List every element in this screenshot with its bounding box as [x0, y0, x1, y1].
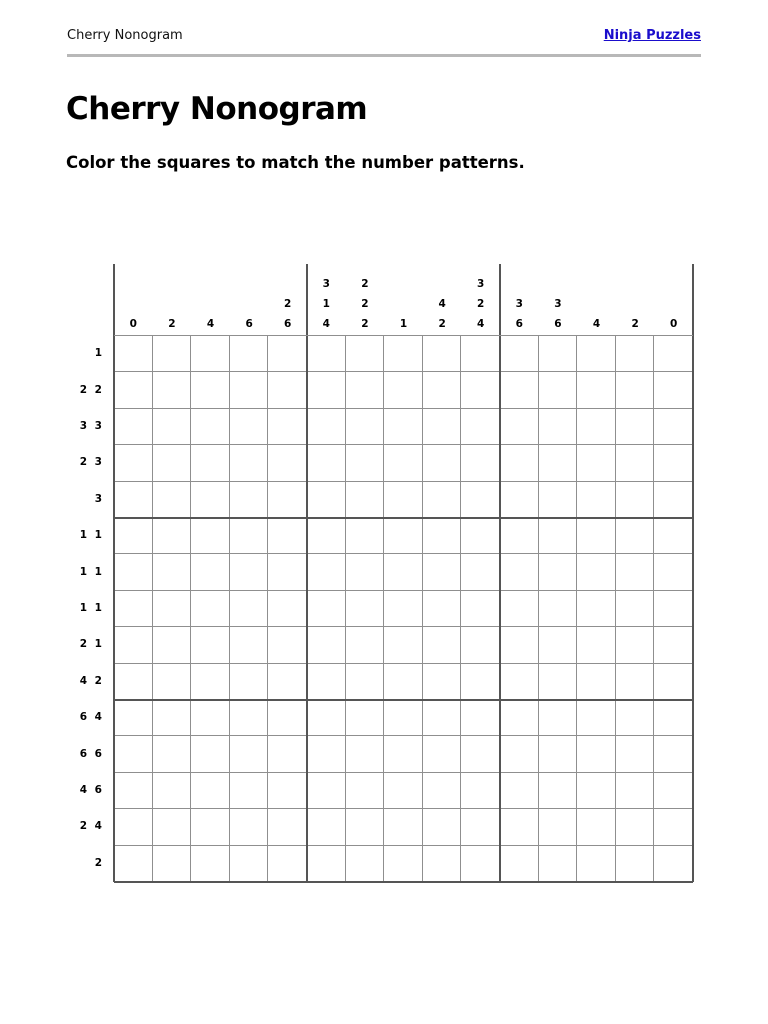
grid-cell[interactable] [461, 554, 500, 590]
grid-cell[interactable] [423, 809, 462, 845]
grid-cell[interactable] [114, 773, 153, 809]
grid-cell[interactable] [461, 736, 500, 772]
grid-cell[interactable] [153, 773, 192, 809]
grid-cell[interactable] [346, 700, 385, 736]
column-clue: 0 [129, 318, 137, 330]
grid-cell[interactable] [461, 336, 500, 372]
grid-cell[interactable] [500, 773, 539, 809]
grid-cell[interactable] [191, 482, 230, 518]
grid-cell[interactable] [654, 591, 693, 627]
grid-cell[interactable] [114, 372, 153, 408]
grid-cell[interactable] [307, 773, 346, 809]
grid-cell[interactable] [384, 518, 423, 554]
column-clue: 4 [592, 318, 601, 330]
grid-cell[interactable] [307, 372, 346, 408]
grid-cell[interactable] [230, 336, 269, 372]
grid-cell[interactable] [577, 445, 616, 481]
grid-cell[interactable] [654, 482, 693, 518]
grid-cell[interactable] [384, 736, 423, 772]
grid-cell[interactable] [654, 846, 693, 882]
grid-cell[interactable] [307, 846, 346, 882]
grid-cell[interactable] [230, 591, 269, 627]
grid-cell[interactable] [500, 445, 539, 481]
column-clue: 2 [361, 278, 369, 290]
grid-cell[interactable] [114, 846, 153, 882]
grid-cell[interactable] [268, 336, 307, 372]
grid-cell[interactable] [153, 664, 192, 700]
grid-cell[interactable] [346, 809, 385, 845]
grid-cell[interactable] [384, 554, 423, 590]
column-clue: 2 [361, 318, 369, 330]
grid-cell[interactable] [191, 627, 230, 663]
grid-cell[interactable] [461, 700, 500, 736]
grid-cell[interactable] [346, 736, 385, 772]
column-clue: 3 [322, 278, 330, 290]
grid-cell[interactable] [230, 518, 269, 554]
grid-cell[interactable] [423, 736, 462, 772]
grid-cell[interactable] [654, 336, 693, 372]
grid-cell[interactable] [461, 591, 500, 627]
grid-cell[interactable] [654, 700, 693, 736]
grid-cell[interactable] [346, 846, 385, 882]
grid-cell[interactable] [616, 773, 655, 809]
grid-cell[interactable] [500, 336, 539, 372]
grid-cell[interactable] [539, 773, 578, 809]
grid-cell[interactable] [153, 445, 192, 481]
grid-cell[interactable] [346, 554, 385, 590]
grid-cell[interactable] [616, 445, 655, 481]
grid-cell[interactable] [307, 627, 346, 663]
grid-cell[interactable] [346, 591, 385, 627]
grid-cell[interactable] [268, 700, 307, 736]
grid-cell[interactable] [307, 518, 346, 554]
grid-cell[interactable] [307, 554, 346, 590]
grid-cell[interactable] [654, 372, 693, 408]
grid-cell[interactable] [616, 591, 655, 627]
grid-cell[interactable] [654, 554, 693, 590]
grid-cell[interactable] [114, 409, 153, 445]
grid-cell[interactable] [114, 627, 153, 663]
column-clue: 0 [670, 318, 678, 330]
grid-cell[interactable] [268, 773, 307, 809]
header-title: Cherry Nonogram [67, 28, 183, 43]
grid-cell[interactable] [230, 409, 269, 445]
grid-cell[interactable] [191, 554, 230, 590]
grid-cell[interactable] [268, 445, 307, 481]
grid-cell[interactable] [384, 773, 423, 809]
row-clue: 4 2 [79, 674, 104, 687]
column-clue: 2 [168, 318, 176, 330]
row-clue: 2 1 [79, 638, 104, 651]
grid-cell[interactable] [268, 554, 307, 590]
ninja-puzzles-link[interactable]: Ninja Puzzles [603, 28, 701, 43]
grid-cell[interactable] [423, 627, 462, 663]
row-clue: 2 2 [79, 383, 104, 396]
grid-cell[interactable] [191, 518, 230, 554]
grid-cell[interactable] [384, 336, 423, 372]
grid-cell[interactable] [268, 591, 307, 627]
grid-cell[interactable] [230, 700, 269, 736]
grid-cell[interactable] [577, 700, 616, 736]
grid-cell[interactable] [500, 627, 539, 663]
grid-cell[interactable] [153, 700, 192, 736]
grid-cell[interactable] [191, 591, 230, 627]
grid-cell[interactable] [461, 809, 500, 845]
grid-cell[interactable] [500, 372, 539, 408]
grid-cell[interactable] [191, 846, 230, 882]
grid-cell[interactable] [230, 664, 269, 700]
grid-cell[interactable] [153, 554, 192, 590]
grid-cell[interactable] [500, 809, 539, 845]
grid-cell[interactable] [114, 664, 153, 700]
grid-cell[interactable] [384, 482, 423, 518]
grid-cell[interactable] [500, 518, 539, 554]
instructions: Color the squares to match the number patterns. [66, 153, 525, 172]
grid-cell[interactable] [114, 482, 153, 518]
grid-cell[interactable] [114, 700, 153, 736]
column-clue: 3 [554, 298, 562, 310]
grid-cell[interactable] [539, 518, 578, 554]
grid-cell[interactable] [268, 482, 307, 518]
column-clue: 6 [515, 318, 523, 330]
grid-cell[interactable] [577, 736, 616, 772]
grid-cell[interactable] [307, 482, 346, 518]
grid-cell[interactable] [654, 445, 693, 481]
grid-cell[interactable] [114, 736, 153, 772]
column-clue: 2 [438, 318, 446, 330]
row-clue: 1 1 [79, 602, 104, 614]
grid-cell[interactable] [153, 809, 192, 845]
grid-cell[interactable] [539, 482, 578, 518]
grid-cell[interactable] [384, 809, 423, 845]
grid-cell[interactable] [654, 409, 693, 445]
grid-cell[interactable] [423, 591, 462, 627]
grid-cell[interactable] [616, 409, 655, 445]
grid-cell[interactable] [346, 372, 385, 408]
grid-cell[interactable] [539, 591, 578, 627]
grid-cell[interactable] [500, 409, 539, 445]
grid-cell[interactable] [268, 846, 307, 882]
grid-cell[interactable] [577, 664, 616, 700]
grid-cell[interactable] [500, 700, 539, 736]
grid-cell[interactable] [539, 409, 578, 445]
grid-cell[interactable] [577, 809, 616, 845]
column-clue: 4 [477, 318, 485, 330]
row-clue: 4 6 [79, 784, 104, 796]
grid-cell[interactable] [423, 409, 462, 445]
grid-cell[interactable] [616, 372, 655, 408]
grid-cell[interactable] [654, 664, 693, 700]
grid-cell[interactable] [577, 846, 616, 882]
column-clue: 1 [399, 318, 408, 330]
grid-cell[interactable] [384, 700, 423, 736]
grid-cell[interactable] [616, 700, 655, 736]
grid-cell[interactable] [539, 809, 578, 845]
grid-cell[interactable] [153, 591, 192, 627]
grid-cell[interactable] [268, 809, 307, 845]
grid-cell[interactable] [191, 409, 230, 445]
grid-cell[interactable] [153, 482, 192, 518]
grid-cell[interactable] [346, 409, 385, 445]
column-clue: 2 [477, 298, 485, 310]
grid-cell[interactable] [191, 773, 230, 809]
column-clue: 6 [554, 318, 562, 330]
grid-cell[interactable] [153, 627, 192, 663]
grid-cell[interactable] [191, 336, 230, 372]
grid-cell[interactable] [577, 409, 616, 445]
grid-cell[interactable] [346, 664, 385, 700]
grid-cell[interactable] [384, 591, 423, 627]
grid-cell[interactable] [384, 627, 423, 663]
grid-cell[interactable] [500, 664, 539, 700]
grid-cell[interactable] [577, 773, 616, 809]
row-clue: 2 3 [79, 456, 104, 469]
grid-cell[interactable] [346, 518, 385, 554]
column-clue: 6 [284, 318, 292, 330]
grid-cell[interactable] [654, 518, 693, 554]
grid-cell[interactable] [654, 627, 693, 663]
row-clue: 3 [94, 492, 104, 505]
row-clue: 6 6 [79, 747, 104, 760]
grid-cell[interactable] [616, 846, 655, 882]
grid-cell[interactable] [268, 518, 307, 554]
grid-cell[interactable] [307, 445, 346, 481]
row-clue: 2 4 [79, 820, 104, 833]
grid-cell[interactable] [539, 700, 578, 736]
grid-cell[interactable] [346, 482, 385, 518]
grid-cell[interactable] [230, 372, 269, 408]
grid-cell[interactable] [153, 409, 192, 445]
grid-cell[interactable] [230, 482, 269, 518]
grid-cell[interactable] [461, 846, 500, 882]
grid-cell[interactable] [384, 846, 423, 882]
grid-cell[interactable] [577, 372, 616, 408]
grid-cell[interactable] [268, 736, 307, 772]
grid-cell[interactable] [153, 736, 192, 772]
grid-cell[interactable] [191, 809, 230, 845]
row-clue: 1 [94, 347, 104, 360]
grid-cell[interactable] [539, 445, 578, 481]
grid-cell[interactable] [346, 773, 385, 809]
grid-cell[interactable] [114, 518, 153, 554]
grid-cell[interactable] [654, 773, 693, 809]
grid-cell[interactable] [616, 736, 655, 772]
grid-cell[interactable] [461, 482, 500, 518]
grid-cell[interactable] [577, 336, 616, 372]
grid-cell[interactable] [500, 591, 539, 627]
grid-cell[interactable] [423, 846, 462, 882]
grid-cell[interactable] [539, 554, 578, 590]
grid-cell[interactable] [230, 846, 269, 882]
grid-cell[interactable] [539, 846, 578, 882]
grid-cell[interactable] [500, 482, 539, 518]
grid-cell[interactable] [423, 372, 462, 408]
grid-cell[interactable] [153, 336, 192, 372]
grid-cell[interactable] [616, 627, 655, 663]
grid-cell[interactable] [114, 809, 153, 845]
grid-cell[interactable] [616, 482, 655, 518]
grid-cell[interactable] [577, 627, 616, 663]
column-clue: 2 [631, 318, 639, 330]
grid-cell[interactable] [423, 482, 462, 518]
grid-cell[interactable] [461, 372, 500, 408]
grid-cell[interactable] [268, 372, 307, 408]
grid-cell[interactable] [461, 627, 500, 663]
grid-cell[interactable] [539, 736, 578, 772]
grid-cell[interactable] [307, 700, 346, 736]
grid-cell[interactable] [307, 336, 346, 372]
grid-cell[interactable] [346, 336, 385, 372]
column-clue: 6 [245, 318, 253, 330]
grid-cell[interactable] [577, 482, 616, 518]
row-clue: 6 4 [79, 711, 104, 724]
grid-cell[interactable] [423, 518, 462, 554]
grid-cell[interactable] [539, 336, 578, 372]
grid-cell[interactable] [461, 409, 500, 445]
grid-cell[interactable] [616, 336, 655, 372]
grid-cell[interactable] [230, 445, 269, 481]
grid-cell[interactable] [230, 554, 269, 590]
grid-cell[interactable] [539, 664, 578, 700]
grid-cell[interactable] [616, 809, 655, 845]
grid-cell[interactable] [384, 664, 423, 700]
grid-cell[interactable] [114, 554, 153, 590]
grid-cell[interactable] [654, 736, 693, 772]
grid-cell[interactable] [384, 372, 423, 408]
grid-cell[interactable] [577, 518, 616, 554]
row-clue: 2 [94, 856, 104, 869]
grid-cell[interactable] [461, 445, 500, 481]
column-clue: 4 [322, 318, 330, 330]
grid-cell[interactable] [191, 664, 230, 700]
grid-cell[interactable] [153, 518, 192, 554]
grid-cell[interactable] [461, 773, 500, 809]
grid-cell[interactable] [268, 664, 307, 700]
grid-cell[interactable] [230, 627, 269, 663]
grid-cell[interactable] [423, 700, 462, 736]
grid-cell[interactable] [268, 627, 307, 663]
grid-cell[interactable] [346, 627, 385, 663]
grid-cell[interactable] [577, 554, 616, 590]
column-clue: 4 [206, 318, 215, 330]
grid-cell[interactable] [539, 627, 578, 663]
grid-cell[interactable] [268, 409, 307, 445]
row-clue: 1 1 [79, 529, 104, 542]
grid-cell[interactable] [423, 773, 462, 809]
grid-cell[interactable] [307, 409, 346, 445]
column-clue: 1 [322, 298, 330, 310]
grid-cell[interactable] [191, 372, 230, 408]
grid-cell[interactable] [423, 445, 462, 481]
row-clue: 1 1 [79, 565, 104, 578]
column-clue: 3 [477, 278, 485, 290]
header-divider [67, 54, 701, 57]
grid-cell[interactable] [423, 336, 462, 372]
grid-cell[interactable] [539, 372, 578, 408]
grid-cell[interactable] [307, 809, 346, 845]
column-clue: 4 [438, 298, 446, 310]
grid-cell[interactable] [307, 736, 346, 772]
grid-cell[interactable] [307, 664, 346, 700]
grid-cell[interactable] [500, 554, 539, 590]
grid-cell[interactable] [114, 445, 153, 481]
grid-cell[interactable] [384, 409, 423, 445]
grid-cell[interactable] [230, 809, 269, 845]
grid-cell[interactable] [654, 809, 693, 845]
row-clue: 3 3 [79, 420, 104, 432]
column-clue: 3 [515, 298, 523, 310]
grid-cell[interactable] [577, 591, 616, 627]
grid-cell[interactable] [230, 736, 269, 772]
grid-cell[interactable] [500, 736, 539, 772]
grid-cell[interactable] [423, 554, 462, 590]
column-clue: 2 [284, 298, 292, 310]
grid-cell[interactable] [616, 518, 655, 554]
grid-cell[interactable] [191, 736, 230, 772]
grid-cell[interactable] [346, 445, 385, 481]
grid-cell[interactable] [616, 664, 655, 700]
grid-cell[interactable] [423, 664, 462, 700]
grid-cell[interactable] [461, 518, 500, 554]
grid-cell[interactable] [153, 372, 192, 408]
grid-cell[interactable] [616, 554, 655, 590]
grid-cell[interactable] [384, 445, 423, 481]
grid-cell[interactable] [461, 664, 500, 700]
grid-cell[interactable] [230, 773, 269, 809]
grid-cell[interactable] [500, 846, 539, 882]
grid-cell[interactable] [191, 700, 230, 736]
grid-cell[interactable] [114, 591, 153, 627]
grid-cell[interactable] [153, 846, 192, 882]
grid-cell[interactable] [114, 336, 153, 372]
grid-cell[interactable] [307, 591, 346, 627]
grid-cell[interactable] [191, 445, 230, 481]
page-title: Cherry Nonogram [66, 91, 368, 127]
column-clue: 2 [361, 298, 369, 310]
